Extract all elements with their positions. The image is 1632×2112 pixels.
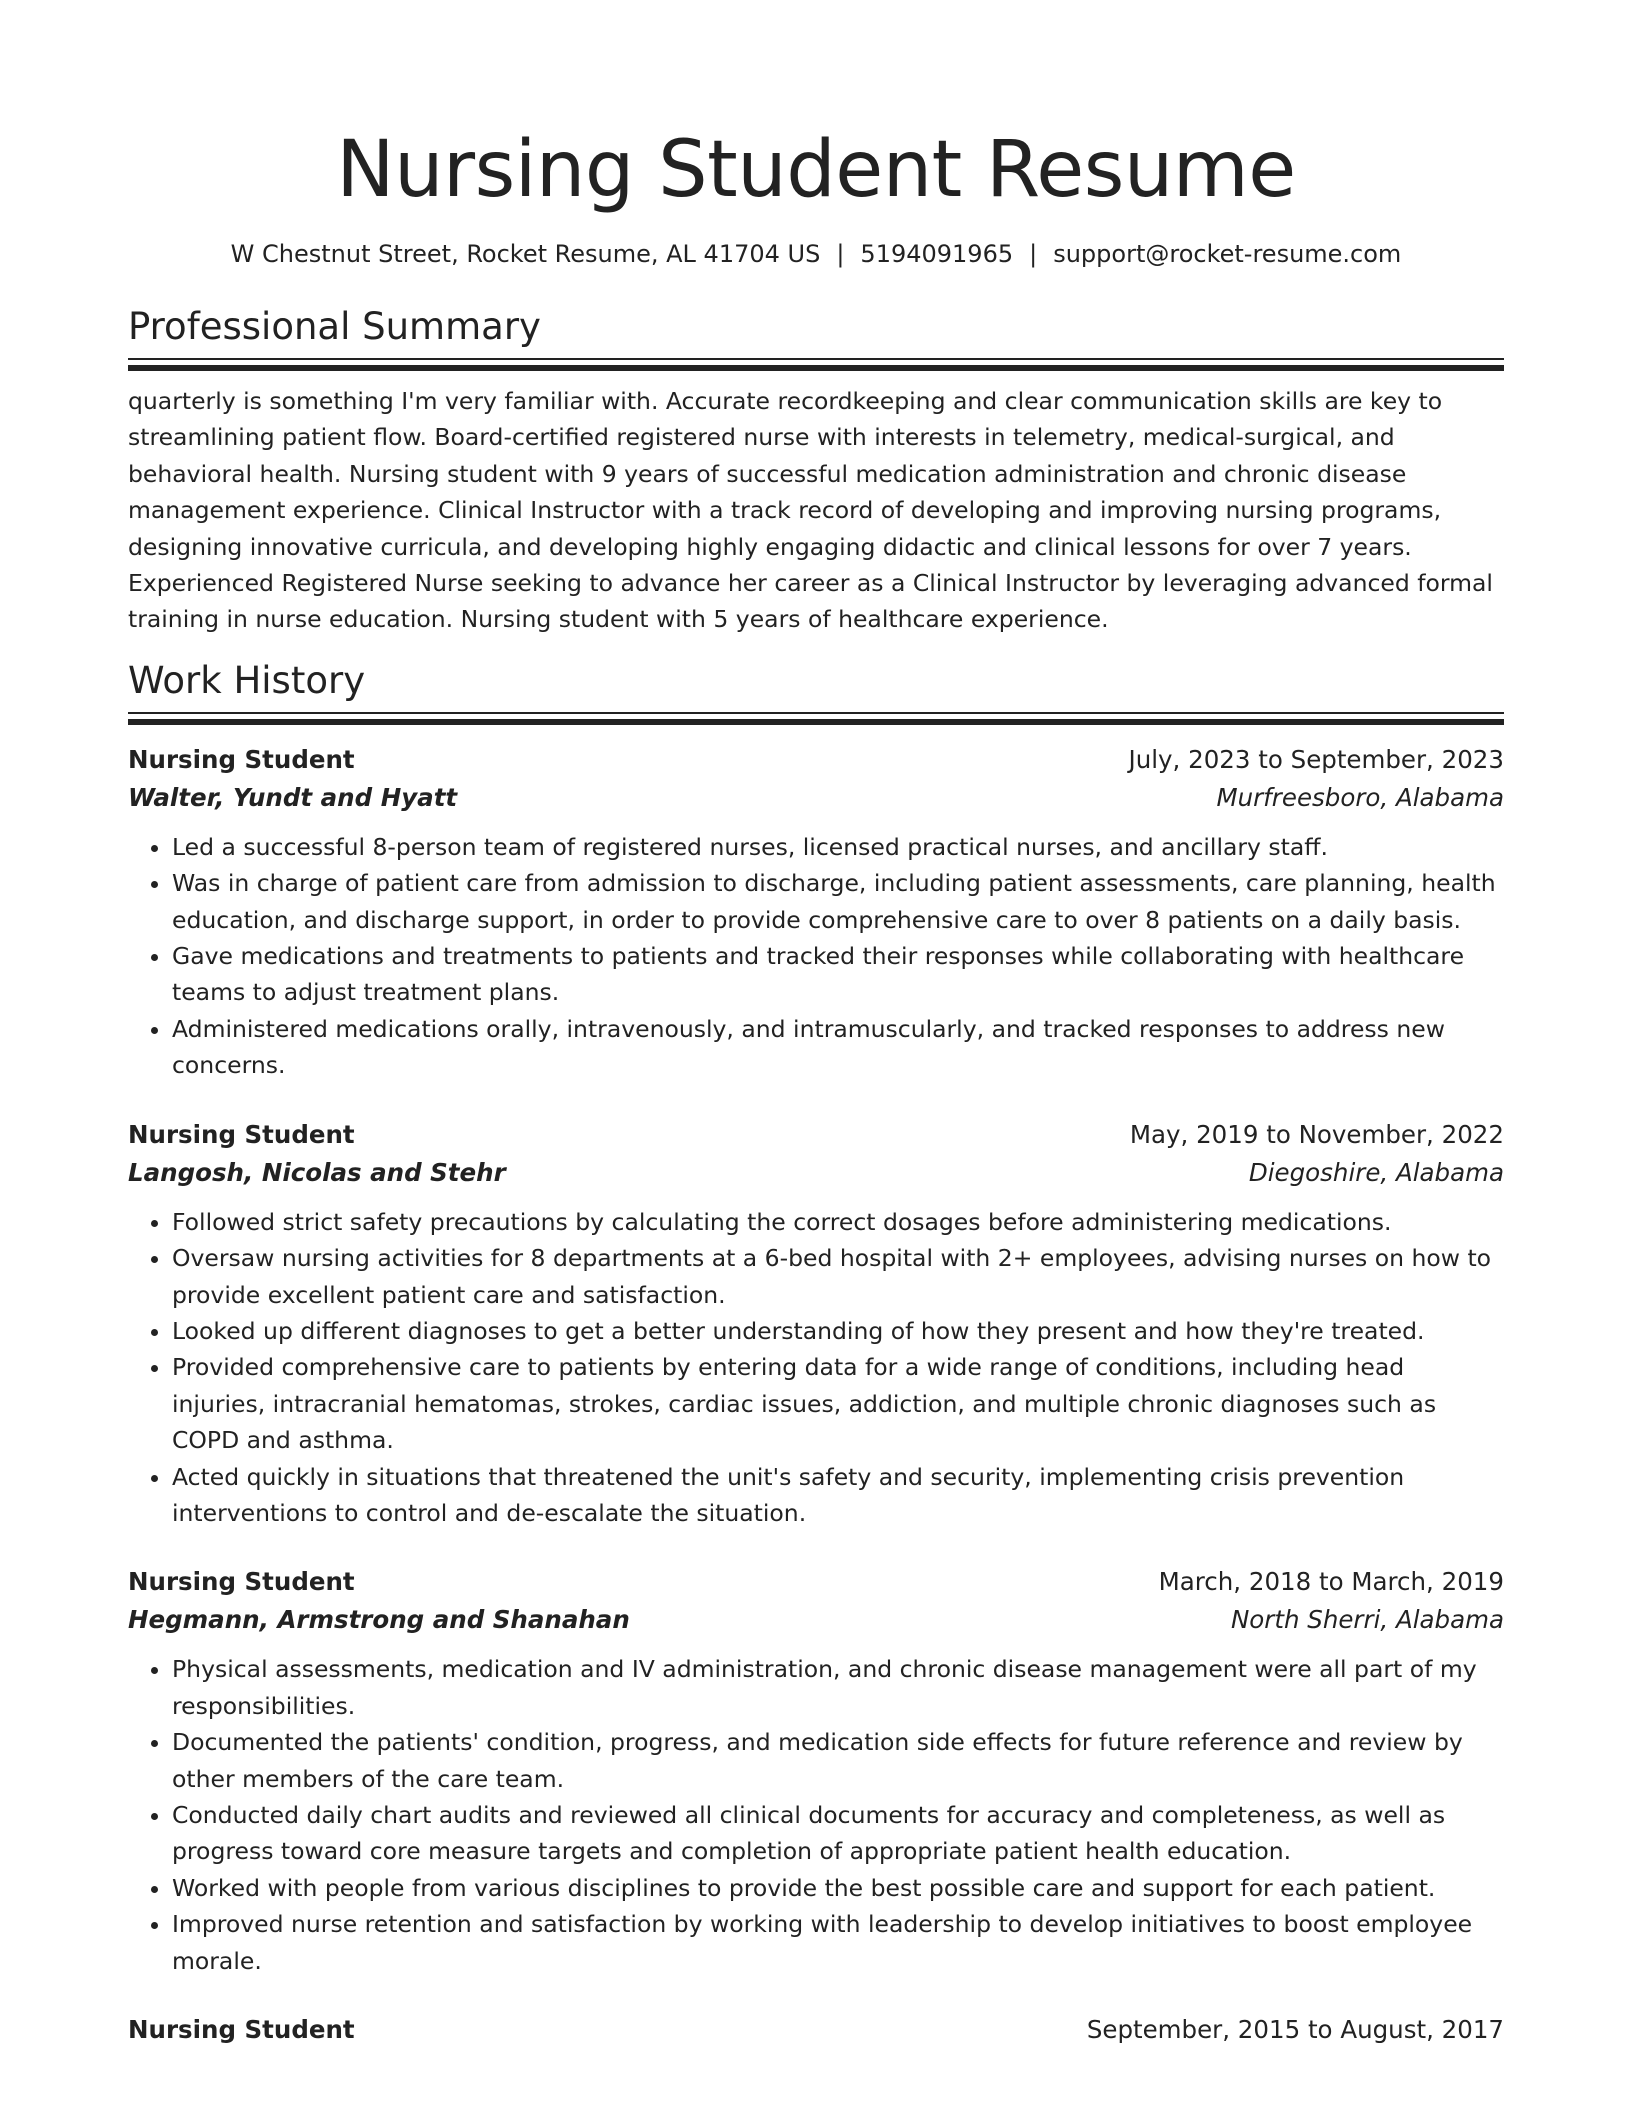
job-entry	[128, 2011, 1504, 2049]
job-location: Murfreesboro, Alabama	[1216, 782, 1504, 812]
job-dates: May, 2019 to November, 2022	[1129, 1119, 1504, 1149]
job-dates: July, 2023 to September, 2023	[1128, 744, 1504, 774]
contact-address: W Chestnut Street, Rocket Resume, AL 41704 US	[230, 240, 821, 268]
job-company-row	[128, 779, 1504, 817]
contact-email: support@rocket-resume.com	[1053, 240, 1402, 268]
job-bullet: • Improved nurse retention and satisfaction by working with leadership to develop initiatives to boost employee morale.	[172, 1906, 1504, 1979]
job-title: Nursing Student	[128, 744, 355, 774]
job-bullet: • Administered medications orally, intravenously, and intramuscularly, and tracked responses to address new concerns.	[172, 1011, 1504, 1084]
section-title-work: Work History	[128, 658, 366, 702]
job-bullets	[128, 829, 1504, 1084]
job-bullet: • Physical assessments, medication and IV administration, and chronic disease management were all part of my responsibilities.	[172, 1651, 1504, 1724]
job-location: Diegoshire, Alabama	[1248, 1157, 1504, 1187]
job-dates: March, 2018 to March, 2019	[1158, 1567, 1504, 1597]
job-bullet: • Looked up different diagnoses to get a better understanding of how they present and how they're treated.	[172, 1313, 1504, 1349]
job-bullet: • Conducted daily chart audits and reviewed all clinical documents for accuracy and completeness, as well as progress toward core measure targets and completion of appropriate patient health education.	[172, 1797, 1504, 1870]
job-bullet: • Led a successful 8-person team of registered nurses, licensed practical nurses, and ancillary staff.	[172, 829, 1504, 865]
job-bullet: • Documented the patients' condition, progress, and medication side effects for future reference and review by other members of the care team.	[172, 1724, 1504, 1797]
summary-text: quarterly is something I'm very familiar with. Accurate recordkeeping and clear communication skills are key to streamlining patient flow. Board-certified registered nurse with interests in telemetry, medical-surgical, and behavioral health. Nursing student with 9 years of successful medication administration and chronic disease management experience. Clinical Instructor with a track record of developing and improving nursing programs, designing innovative curricula, and developing highly engaging didactic and clinical lessons for over 7 years. Experienced Registered Nurse seeking to advance her career as a Clinical Instructor by leveraging advanced formal training in nurse education. Nursing student with 5 years of healthcare experience.	[128, 387, 1493, 634]
job-title: Nursing Student	[128, 1567, 355, 1597]
job-bullet: • Acted quickly in situations that threatened the unit's safety and security, implementing crisis prevention interventions to control and de-escalate the situation.	[172, 1459, 1504, 1532]
job-header-row	[128, 2011, 1504, 2049]
job-bullet: • Gave medications and treatments to patients and tracked their responses while collaborating with healthcare teams to adjust treatment plans.	[172, 938, 1504, 1011]
resume-name: Nursing Student Resume	[336, 125, 1296, 215]
job-title: Nursing Student	[128, 2015, 355, 2044]
work-history-section	[128, 658, 1504, 2049]
section-divider	[128, 712, 1504, 725]
job-bullets	[128, 1204, 1504, 1532]
job-location: North Sherri, Alabama	[1230, 1605, 1504, 1635]
job-company-row	[128, 1154, 1504, 1192]
job-bullet: • Oversaw nursing activities for 8 departments at a 6-bed hospital with 2+ employees, advising nurses on how to provide excellent patient care and satisfaction.	[172, 1240, 1504, 1313]
resume-page	[128, 0, 1504, 2049]
contact-separator: |	[1029, 240, 1038, 268]
job-entry	[128, 1116, 1504, 1532]
job-header-row	[128, 741, 1504, 779]
job-bullet: • Provided comprehensive care to patients by entering data for a wide range of conditions, including head injuries, intracranial hematomas, strokes, cardiac issues, addiction, and multiple chronic diagnoses such as COPD and asthma.	[172, 1349, 1504, 1458]
job-bullet: • Worked with people from various disciplines to provide the best possible care and support for each patient.	[172, 1870, 1504, 1906]
job-dates: September, 2015 to August, 2017	[1086, 2015, 1504, 2044]
professional-summary-section	[128, 304, 1504, 638]
contact-line	[128, 238, 1504, 270]
job-header-row	[128, 1563, 1504, 1601]
contact-separator: |	[836, 240, 845, 268]
job-bullet: • Was in charge of patient care from admission to discharge, including patient assessments, care planning, health education, and discharge support, in order to provide comprehensive care to over 8 patients on a daily basis.	[172, 865, 1504, 938]
job-company: Langosh, Nicolas and Stehr	[128, 1157, 506, 1187]
job-company: Walter, Yundt and Hyatt	[128, 782, 458, 812]
job-company-row	[128, 1601, 1504, 1639]
section-divider	[128, 358, 1504, 371]
job-bullet: • Followed strict safety precautions by calculating the correct dosages before administering medications.	[172, 1204, 1504, 1240]
job-title: Nursing Student	[128, 1119, 355, 1149]
job-company: Hegmann, Armstrong and Shanahan	[128, 1605, 630, 1635]
job-entry	[128, 1563, 1504, 1979]
job-entry	[128, 741, 1504, 1084]
job-header-row	[128, 1116, 1504, 1154]
contact-phone: 5194091965	[860, 240, 1014, 268]
section-title-summary: Professional Summary	[128, 305, 541, 348]
job-bullets	[128, 1651, 1504, 1979]
